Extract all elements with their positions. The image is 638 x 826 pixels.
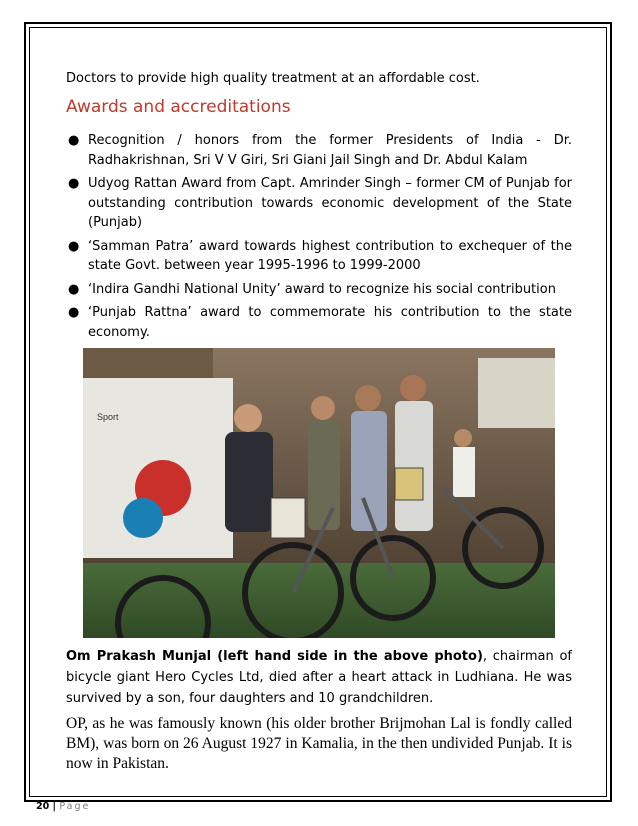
bullet-icon: ● bbox=[68, 238, 80, 254]
caption-bold: Om Prakash Munjal (left hand side in the above photo) bbox=[66, 649, 483, 664]
award-item: ● ‘Samman Patra’ award towards highest contribution to exchequer of the state Govt. between year 1995-1996 to 1999-2000 bbox=[68, 238, 572, 273]
bullet-icon: ● bbox=[68, 281, 80, 297]
section-heading: Awards and accreditations bbox=[66, 97, 291, 117]
page-label: Page bbox=[59, 801, 91, 812]
bullet-icon: ● bbox=[68, 305, 80, 320]
biography-paragraph: OP, as he was famously known (his older brother Brijmohan Lal is fondly called BM), was born on 26 August 1927 in Kamalia, in the then undivided Punjab. It is now in Pakistan. bbox=[66, 715, 572, 772]
event-photo bbox=[83, 348, 555, 638]
intro-line: Doctors to provide high quality treatment at an affordable cost. bbox=[66, 71, 480, 86]
award-item: ● Udyog Rattan Award from Capt. Amrinder Singh – former CM of Punjab for outstanding contribution towards economic development of the State (Punjab) bbox=[68, 176, 572, 230]
awards-list bbox=[66, 131, 572, 342]
page-footer bbox=[36, 801, 90, 812]
caption-rest: , chairman of bicycle giant Hero Cycles Ltd, died after a heart attack in Ludhiana. He was survived by a son, four daughters and 10 grandchildren. bbox=[66, 649, 572, 706]
footer-separator: | bbox=[49, 801, 60, 812]
photo-sign-text: Sport bbox=[97, 412, 119, 422]
award-item: ● ‘Indira Gandhi National Unity’ award to recognize his social contribution bbox=[66, 280, 572, 300]
award-item: ● ‘Punjab Rattna’ award to commemorate his contribution to the state economy. bbox=[68, 305, 572, 340]
bullet-icon: ● bbox=[68, 133, 80, 148]
bullet-icon: ● bbox=[68, 176, 80, 191]
award-item: ● Recognition / honors from the former Presidents of India - Dr. Radhakrishnan, Sri V V Giri, Sri Giani Jail Singh and Dr. Abdul Kalam bbox=[68, 133, 572, 168]
page-number: 20 bbox=[36, 801, 50, 812]
photo-caption bbox=[66, 646, 572, 709]
